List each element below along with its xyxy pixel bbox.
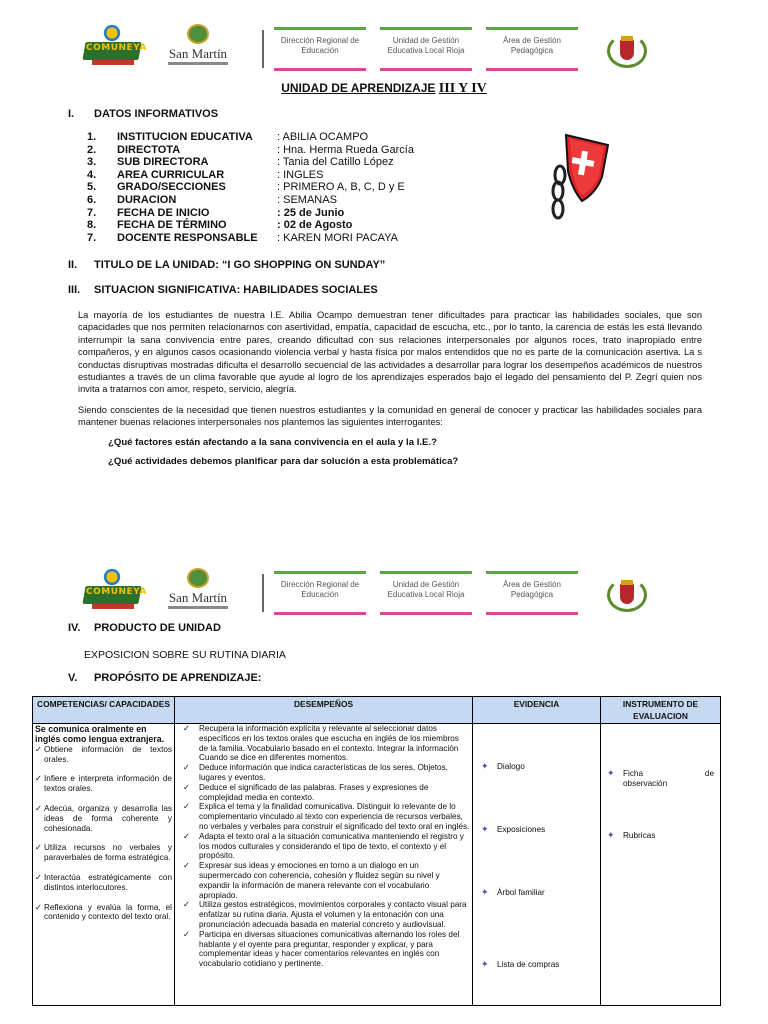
section-titulo: II. TITULO DE LA UNIDAD: “I GO SHOPPING ON SUNDAY” [68, 259, 386, 271]
page-title: UNIDAD DE APRENDIZAJE III Y IV [281, 81, 487, 96]
bullet-icon: ✦ [607, 768, 615, 778]
check-icon: ✓ [35, 774, 42, 784]
section-producto: IV. PRODUCTO DE UNIDAD [68, 622, 221, 634]
list-item: ✓ Deduce el significado de las palabras. Frases y expresiones de complejidad media en contexto. [183, 782, 429, 802]
list-item: ✓ Expresar sus ideas y emociones en torno a un dialogo en un supermercado con coherencia, cohesión y fluidez según su nivel y expandir la información de manera relevante con el vocabulario apropiado. [183, 861, 440, 900]
check-icon: ✓ [35, 804, 42, 813]
list-item: 7. DOCENTE RESPONSABLE : KAREN MORI PACAYA [87, 231, 399, 244]
instrument-cell: ✦ Ficha de observación ✦ Rubricas [601, 724, 721, 1006]
header-box-agp: Área de Gestión Pedagógica [486, 571, 578, 615]
question-2: ¿Qué actividades debemos planificar para dar solución a esta problemática? [108, 456, 459, 467]
list-item: 4. AREA CURRICULAR : INGLES [87, 168, 324, 181]
header-desempenos: DESEMPEÑOS [175, 697, 473, 724]
bullet-icon: ✦ [607, 829, 615, 840]
situation-paragraph-2: Siendo conscientes de la necesidad que tienen nuestros estudiantes y la comunidad en general de conocer y practicar las habilidades sociales para mantener buenas relaciones interpersonales nos plantemos las siguientes interrogantes: [78, 405, 702, 428]
san-martin-logo [160, 24, 236, 70]
list-item: ✓ Participa en diversas situaciones comunicativas alternando los roles del hablante y el oyente para preguntar, responder y explicar, y para complementar ideas y hacer comentarios relevantes en inglés con vocabulario cotidiano y pertinente. [183, 929, 460, 969]
crest-icon [607, 578, 647, 612]
check-icon: ✓ [35, 744, 42, 754]
bullet-icon: ✦ [481, 761, 489, 771]
header-competencias: COMPETENCIAS/ CAPACIDADES [33, 697, 175, 724]
emblem-icon [187, 568, 209, 588]
letterhead-second [0, 548, 768, 618]
list-item: ✓ Obtiene información de textos orales. [35, 744, 172, 764]
comuneya-logo [84, 566, 147, 612]
evidence-cell [473, 724, 601, 1006]
chain-shield-icon [546, 131, 616, 223]
list-item: ✦ Rubricas [607, 829, 656, 840]
competence-title: Se comunica oralmente en inglés como lengua extranjera. [35, 724, 165, 745]
check-icon: ✓ [183, 802, 190, 812]
comuneya-logo [84, 22, 147, 68]
list-item: ✦ Árbol familiar [481, 886, 545, 897]
list-item: ✦ Lista de compras [481, 959, 560, 970]
letterhead-top [0, 4, 768, 74]
list-item: ✓ Explica el tema y la finalidad comunicativa. Distinguir lo relevante de lo complementario vinculado al texto con experiencia de recursos verbales, no verbales y verbales para construir el significado del texto oral en inglés. [183, 802, 470, 831]
emblem-icon [187, 24, 209, 44]
info-list [87, 131, 447, 244]
check-icon: ✓ [183, 782, 190, 792]
performances-cell [175, 724, 473, 1006]
competencies-table [32, 696, 721, 1006]
table-header-row [33, 697, 721, 724]
list-item: ✦ Dialogo [481, 761, 525, 771]
list-item: 5. GRADO/SECCIONES : PRIMERO A, B, C, D y E [87, 181, 405, 194]
check-icon: ✓ [35, 843, 42, 853]
divider [262, 574, 264, 612]
list-item: 1. INSTITUCION EDUCATIVA : ABILIA OCAMPO [87, 131, 369, 143]
situation-paragraph-1: La mayoría de los estudiantes de nuestra I.E. Abilia Ocampo demuestran tener dificultades para practicar las habilidades sociales, que son capacidades que nos permiten relacionarnos con asertividad, empatía, capacidad de escucha, etc., por lo tanto, la carencia de estás les está llevando interrumpir la sana convivencia entre pares, creando dificultad con sus relaciones interpersonales por algunos roces, trato inapropiado entre compañeros, y en algunos casos ocasionando violencia verbal y hasta física por malos entendidos que no es parte de la comunicación asertiva. La s conductas disruptivas mostradas dificulta el desarrollo secuencial de las actividades a desarrollar para lograr los desempeños académicos de nuestros estudiantes a través de un clima favorable que ayude al logro de los aprendizajes esperados bajo el legado del pensamiento del P. Zegrí quien nos invita a tratarnos con amor, respeto, servicio, alegría. [78, 310, 702, 395]
section-proposito: V. PROPÓSITO DE APRENDIZAJE: [68, 672, 262, 684]
check-icon: ✓ [183, 929, 190, 939]
list-item: ✓ Utiliza gestos estratégicos, movimientos corporales y contacto visual para enfatizar su rutina diaria. Ajusta el volumen y la entonación con una pronunciación adecuada basada en material concreto y audiovisual. [183, 900, 467, 929]
list-item: 7. FECHA DE INICIO : 25 de Junio [87, 206, 345, 219]
check-icon: ✓ [183, 831, 190, 841]
sun-icon [98, 566, 126, 588]
list-item: ✓ Adecúa, organiza y desarrolla las ideas de forma coherente y cohesionada. [35, 804, 172, 833]
header-box-dre: Dirección Regional de Educación [274, 27, 366, 71]
check-icon: ✓ [183, 724, 190, 733]
list-item: 8. FECHA DE TÉRMINO : 02 de Agosto [87, 219, 353, 232]
header-box-ugel: Unidad de Gestión Educativa Local Rioja [380, 571, 472, 615]
list-item: ✓ Adapta el texto oral a la situación comunicativa manteniendo el registro y los modos culturales y considerando el tipo de texto, el contexto y el propósito. [183, 831, 464, 861]
check-icon: ✓ [35, 872, 42, 882]
list-item: ✓ Utiliza recursos no verbales y paraverbales de forma estratégica. [35, 843, 172, 863]
header-evidencia: EVIDENCIA [473, 697, 601, 724]
list-item: 6. DURACION : SEMANAS [87, 193, 337, 206]
header-box-agp: Área de Gestión Pedagógica [486, 27, 578, 71]
list-item: ✓ Interactúa estratégicamente con distintos interlocutores. [35, 872, 172, 892]
bullet-icon: ✦ [481, 959, 489, 970]
sun-icon [98, 22, 126, 44]
list-item: ✓ Reflexiona y evalúa la forma, el contenido y contexto del texto oral. [35, 902, 172, 922]
list-item: ✦ Exposiciones [481, 823, 546, 834]
check-icon: ✓ [183, 861, 190, 871]
check-icon: ✓ [183, 763, 190, 773]
list-item: ✓ Infiere e interpreta información de textos orales. [35, 774, 172, 794]
logo-text: COMUNEYA [86, 43, 147, 53]
section-datos-informativos: I. DATOS INFORMATIVOS [68, 108, 219, 120]
list-item: ✦ Ficha de [607, 768, 714, 778]
capacities-cell [33, 724, 175, 1006]
logo-text: COMUNEYA [86, 587, 147, 597]
check-icon: ✓ [183, 900, 190, 910]
table-row [33, 724, 721, 1006]
header-box-ugel: Unidad de Gestión Educativa Local Rioja [380, 27, 472, 71]
divider [262, 30, 264, 68]
list-item: ✓ Recupera la información explícita y relevante al seleccionar datos específicos en los textos orales que escucha en inglés de los miembros de la familia. Vocabulario basado en el contexto. Integrar la información Cuando se dice en diferentes momentos. [183, 724, 459, 763]
list-item: 2. DIRECTOTA : Hna. Herma Rueda García [87, 143, 414, 156]
region-name: San Martín [168, 46, 228, 61]
header-box-dre: Dirección Regional de Educación [274, 571, 366, 615]
header-instrumento: INSTRUMENTO DE EVALUACION [601, 697, 721, 724]
product-text: EXPOSICION SOBRE SU RUTINA DIARIA [84, 649, 286, 661]
san-martin-logo [160, 568, 236, 614]
section-situacion: III. SITUACION SIGNIFICATIVA: HABILIDADES SOCIALES [68, 284, 378, 296]
bullet-icon: ✦ [481, 886, 489, 897]
check-icon: ✓ [35, 902, 42, 912]
bullet-icon: ✦ [481, 823, 489, 834]
list-item: ✓ Deduce información que indica características de los seres, Objetos, lugares y eventos. [183, 763, 448, 782]
list-item: 3. SUB DIRECTORA : Tania del Catillo López [87, 156, 394, 169]
question-1: ¿Qué factores están afectando a la sana convivencia en el aula y la I.E.? [108, 437, 437, 448]
region-name: San Martín [168, 590, 228, 605]
crest-icon [607, 34, 647, 68]
